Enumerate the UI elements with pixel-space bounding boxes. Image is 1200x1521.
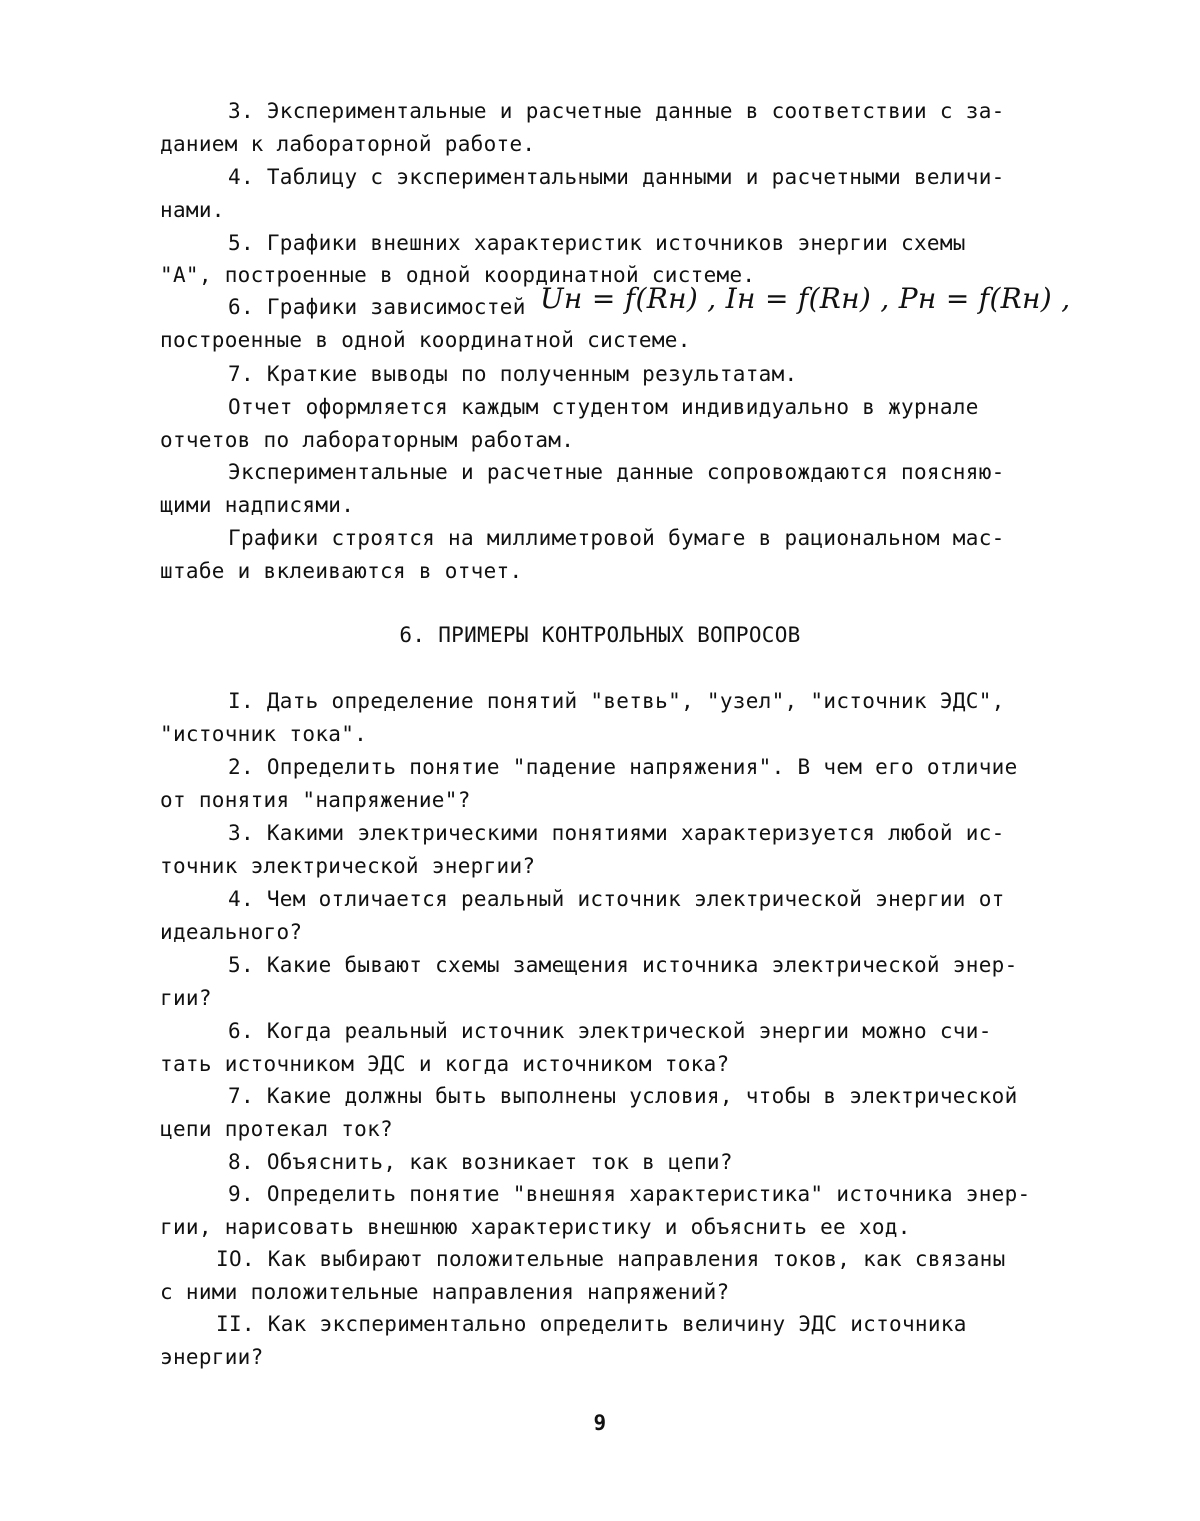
question-3-line-2: точник электрической энергии?	[160, 854, 536, 878]
report-item-6-line-1: 6. Графики зависимостей	[228, 295, 526, 319]
report-item-3-line-2: данием к лабораторной работе.	[160, 132, 536, 156]
note-1-line-1: Отчет оформляется каждым студентом индивидуально в журнале	[228, 395, 979, 419]
question-6-line-2: тать источником ЭДС и когда источником тока?	[160, 1052, 730, 1076]
report-item-3-line-1: 3. Экспериментальные и расчетные данные в соответствии с за-	[228, 99, 1005, 123]
question-10-line-1: IO. Как выбирают положительные направления токов, как связаны	[216, 1247, 1006, 1271]
question-10-line-2: с ними положительные направления напряжений?	[160, 1280, 730, 1304]
question-1-line-2: "источник тока".	[160, 722, 368, 746]
question-11-line-1: II. Как экспериментально определить величину ЭДС источника	[216, 1312, 967, 1336]
note-2-line-1: Экспериментальные и расчетные данные сопровождаются поясняю-	[228, 460, 1005, 484]
report-item-4-line-2: нами.	[160, 198, 225, 222]
page-number: 9	[593, 1411, 607, 1435]
question-11-line-2: энергии?	[160, 1345, 264, 1369]
report-item-6-line-2: построенные в одной координатной системе.	[160, 328, 691, 352]
note-2-line-2: щими надписями.	[160, 493, 355, 517]
question-4-line-1: 4. Чем отличается реальный источник электрической энергии от	[228, 887, 1005, 911]
question-7-line-2: цепи протекал ток?	[160, 1117, 393, 1141]
question-5-line-1: 5. Какие бывают схемы замещения источника электрической энер-	[228, 953, 1018, 977]
question-2-line-1: 2. Определить понятие "падение напряжения". В чем его отличие	[228, 755, 1018, 779]
question-3-line-1: 3. Какими электрическими понятиями характеризуется любой ис-	[228, 821, 1005, 845]
report-item-5-line-1: 5. Графики внешних характеристик источников энергии схемы	[228, 231, 966, 255]
question-9-line-2: гии, нарисовать внешнюю характеристику и объяснить ее ход.	[160, 1215, 911, 1239]
question-1-line-1: I. Дать определение понятий "ветвь", "узел", "источник ЭДС",	[228, 689, 1005, 713]
question-9-line-1: 9. Определить понятие "внешняя характеристика" источника энер-	[228, 1182, 1031, 1206]
report-item-7-line-1: 7. Краткие выводы по полученным результатам.	[228, 362, 798, 386]
question-7-line-1: 7. Какие должны быть выполнены условия, чтобы в электрической	[228, 1084, 1018, 1108]
question-6-line-1: 6. Когда реальный источник электрической энергии можно счи-	[228, 1019, 992, 1043]
section-title: 6. ПРИМЕРЫ КОНТРОЛЬНЫХ ВОПРОСОВ	[399, 623, 801, 647]
question-2-line-2: от понятия "напряжение"?	[160, 788, 471, 812]
report-item-5-line-2: "А", построенные в одной координатной системе.	[160, 263, 756, 287]
note-1-line-2: отчетов по лабораторным работам.	[160, 428, 575, 452]
question-5-line-2: гии?	[160, 986, 212, 1010]
question-8-line-1: 8. Объяснить, как возникает ток в цепи?	[228, 1150, 733, 1174]
note-3-line-1: Графики строятся на миллиметровой бумаге в рациональном мас-	[228, 526, 1005, 550]
question-4-line-2: идеального?	[160, 920, 303, 944]
note-3-line-2: штабе и вклеиваются в отчет.	[160, 559, 523, 583]
report-item-4-line-1: 4. Таблицу с экспериментальными данными и расчетными величи-	[228, 165, 1005, 189]
dependency-formula: Uн = f(Rн) , Iн = f(Rн) , Pн = f(Rн) ,	[540, 282, 1071, 315]
